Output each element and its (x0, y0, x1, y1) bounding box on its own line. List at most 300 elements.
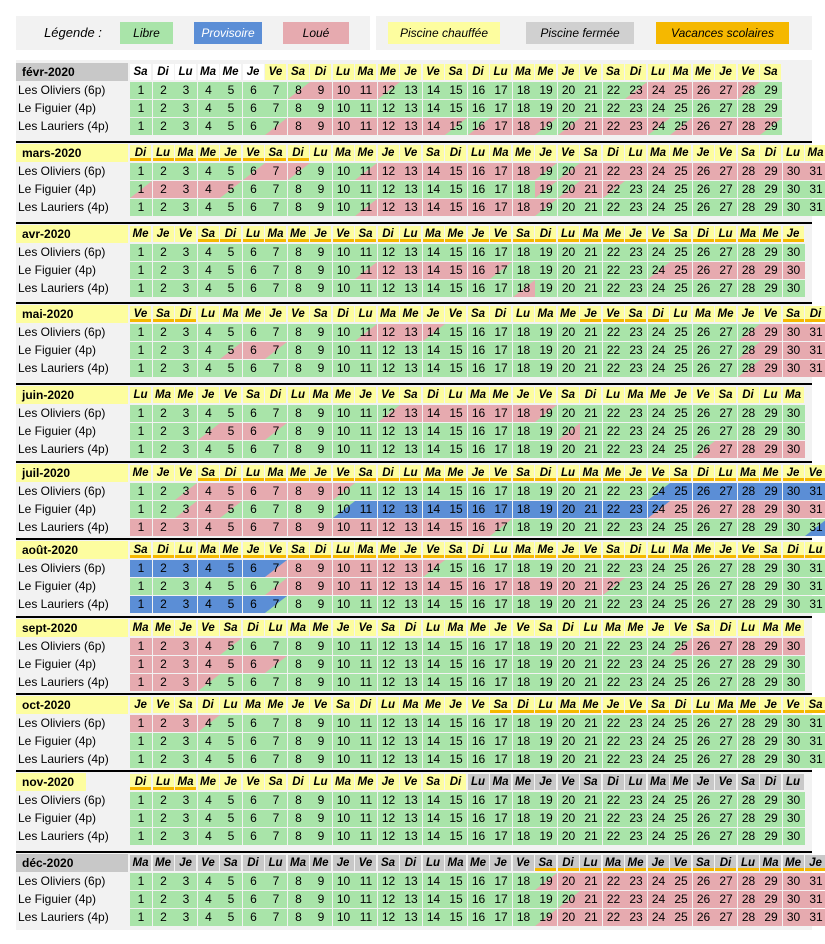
day-cell[interactable]: 3 (175, 560, 197, 577)
day-cell[interactable]: 14 (423, 324, 445, 341)
day-cell[interactable]: 9 (310, 501, 332, 518)
day-cell[interactable]: 30 (783, 891, 805, 908)
day-cell[interactable]: 7 (265, 405, 287, 422)
day-cell[interactable]: 27 (715, 324, 737, 341)
day-cell[interactable]: 26 (693, 792, 715, 809)
day-cell[interactable]: 22 (603, 674, 625, 691)
day-cell[interactable]: 25 (670, 560, 692, 577)
day-cell[interactable]: 25 (670, 181, 692, 198)
day-cell[interactable]: 5 (220, 441, 242, 458)
day-cell[interactable]: 14 (423, 280, 445, 297)
day-cell[interactable]: 8 (288, 891, 310, 908)
day-cell[interactable]: 11 (355, 100, 377, 117)
day-cell[interactable]: 8 (288, 118, 310, 135)
day-cell[interactable]: 11 (355, 873, 377, 890)
day-cell[interactable]: 16 (468, 262, 490, 279)
day-cell[interactable]: 30 (783, 163, 805, 180)
day-cell[interactable]: 8 (288, 199, 310, 216)
day-cell[interactable]: 17 (490, 441, 512, 458)
day-cell[interactable]: 19 (535, 909, 557, 926)
day-cell[interactable]: 17 (490, 82, 512, 99)
day-cell[interactable]: 3 (175, 262, 197, 279)
day-cell[interactable]: 3 (175, 501, 197, 518)
day-cell[interactable]: 11 (355, 324, 377, 341)
day-cell[interactable]: 3 (175, 596, 197, 613)
day-cell[interactable]: 29 (760, 324, 782, 341)
day-cell[interactable]: 22 (603, 578, 625, 595)
day-cell[interactable]: 12 (378, 342, 400, 359)
day-cell[interactable]: 19 (535, 733, 557, 750)
day-cell[interactable]: 1 (130, 82, 152, 99)
day-cell[interactable]: 7 (265, 280, 287, 297)
day-cell[interactable]: 22 (603, 733, 625, 750)
day-cell[interactable]: 28 (738, 715, 760, 732)
day-cell[interactable]: 12 (378, 441, 400, 458)
day-cell[interactable]: 26 (693, 596, 715, 613)
day-cell[interactable]: 20 (558, 891, 580, 908)
day-cell[interactable]: 19 (535, 244, 557, 261)
day-cell[interactable]: 4 (198, 501, 220, 518)
day-cell[interactable]: 11 (355, 792, 377, 809)
day-cell[interactable]: 24 (648, 656, 670, 673)
day-cell[interactable]: 12 (378, 733, 400, 750)
day-cell[interactable]: 24 (648, 828, 670, 845)
day-cell[interactable]: 4 (198, 560, 220, 577)
day-cell[interactable]: 18 (513, 181, 535, 198)
day-cell[interactable]: 21 (580, 280, 602, 297)
day-cell[interactable]: 13 (400, 244, 422, 261)
day-cell[interactable]: 14 (423, 909, 445, 926)
day-cell[interactable]: 19 (535, 181, 557, 198)
day-cell[interactable]: 10 (333, 100, 355, 117)
day-cell[interactable]: 14 (423, 578, 445, 595)
day-cell[interactable]: 2 (153, 262, 175, 279)
day-cell[interactable]: 22 (603, 199, 625, 216)
day-cell[interactable]: 9 (310, 828, 332, 845)
day-cell[interactable]: 6 (243, 909, 265, 926)
day-cell[interactable]: 27 (715, 733, 737, 750)
day-cell[interactable]: 20 (558, 262, 580, 279)
day-cell[interactable]: 15 (445, 792, 467, 809)
day-cell[interactable]: 9 (310, 656, 332, 673)
day-cell[interactable]: 20 (558, 82, 580, 99)
day-cell[interactable]: 5 (220, 560, 242, 577)
day-cell[interactable]: 3 (175, 873, 197, 890)
day-cell[interactable]: 11 (355, 596, 377, 613)
day-cell[interactable]: 14 (423, 519, 445, 536)
day-cell[interactable]: 6 (243, 483, 265, 500)
day-cell[interactable]: 31 (805, 163, 825, 180)
day-cell[interactable]: 21 (580, 909, 602, 926)
day-cell[interactable]: 8 (288, 578, 310, 595)
day-cell[interactable]: 14 (423, 751, 445, 768)
day-cell[interactable]: 14 (423, 118, 445, 135)
day-cell[interactable]: 13 (400, 638, 422, 655)
day-cell[interactable]: 30 (783, 674, 805, 691)
day-cell[interactable]: 9 (310, 578, 332, 595)
day-cell[interactable]: 26 (693, 244, 715, 261)
day-cell[interactable]: 3 (175, 360, 197, 377)
day-cell[interactable]: 23 (625, 792, 647, 809)
day-cell[interactable]: 23 (625, 909, 647, 926)
day-cell[interactable]: 26 (693, 674, 715, 691)
day-cell[interactable]: 19 (535, 324, 557, 341)
day-cell[interactable]: 17 (490, 342, 512, 359)
day-cell[interactable]: 23 (625, 638, 647, 655)
day-cell[interactable]: 16 (468, 501, 490, 518)
day-cell[interactable]: 2 (153, 810, 175, 827)
day-cell[interactable]: 12 (378, 715, 400, 732)
day-cell[interactable]: 7 (265, 715, 287, 732)
day-cell[interactable]: 18 (513, 792, 535, 809)
day-cell[interactable]: 13 (400, 715, 422, 732)
day-cell[interactable]: 1 (130, 501, 152, 518)
day-cell[interactable]: 12 (378, 324, 400, 341)
day-cell[interactable]: 7 (265, 342, 287, 359)
day-cell[interactable]: 16 (468, 873, 490, 890)
day-cell[interactable]: 19 (535, 674, 557, 691)
day-cell[interactable]: 29 (760, 810, 782, 827)
day-cell[interactable]: 26 (693, 751, 715, 768)
day-cell[interactable]: 24 (648, 280, 670, 297)
day-cell[interactable]: 8 (288, 792, 310, 809)
day-cell[interactable]: 4 (198, 596, 220, 613)
day-cell[interactable]: 12 (378, 244, 400, 261)
day-cell[interactable]: 19 (535, 891, 557, 908)
day-cell[interactable]: 17 (490, 100, 512, 117)
day-cell[interactable]: 13 (400, 873, 422, 890)
day-cell[interactable]: 9 (310, 810, 332, 827)
day-cell[interactable]: 23 (625, 656, 647, 673)
day-cell[interactable]: 4 (198, 163, 220, 180)
day-cell[interactable]: 26 (693, 405, 715, 422)
day-cell[interactable]: 30 (783, 441, 805, 458)
day-cell[interactable]: 14 (423, 100, 445, 117)
day-cell[interactable]: 19 (535, 423, 557, 440)
day-cell[interactable]: 13 (400, 560, 422, 577)
day-cell[interactable]: 9 (310, 909, 332, 926)
day-cell[interactable]: 17 (490, 405, 512, 422)
day-cell[interactable]: 26 (693, 82, 715, 99)
day-cell[interactable]: 2 (153, 100, 175, 117)
day-cell[interactable]: 29 (760, 82, 782, 99)
day-cell[interactable]: 15 (445, 751, 467, 768)
day-cell[interactable]: 21 (580, 751, 602, 768)
day-cell[interactable]: 19 (535, 360, 557, 377)
day-cell[interactable]: 21 (580, 733, 602, 750)
day-cell[interactable]: 28 (738, 638, 760, 655)
day-cell[interactable]: 5 (220, 262, 242, 279)
day-cell[interactable]: 25 (670, 244, 692, 261)
day-cell[interactable]: 27 (715, 244, 737, 261)
day-cell[interactable]: 22 (603, 891, 625, 908)
day-cell[interactable]: 3 (175, 324, 197, 341)
day-cell[interactable]: 28 (738, 118, 760, 135)
day-cell[interactable]: 15 (445, 199, 467, 216)
day-cell[interactable]: 28 (738, 360, 760, 377)
day-cell[interactable]: 22 (603, 638, 625, 655)
day-cell[interactable]: 8 (288, 100, 310, 117)
day-cell[interactable]: 5 (220, 810, 242, 827)
day-cell[interactable]: 4 (198, 715, 220, 732)
day-cell[interactable]: 2 (153, 638, 175, 655)
day-cell[interactable]: 23 (625, 891, 647, 908)
day-cell[interactable]: 25 (670, 441, 692, 458)
day-cell[interactable]: 23 (625, 441, 647, 458)
day-cell[interactable]: 5 (220, 656, 242, 673)
day-cell[interactable]: 22 (603, 519, 625, 536)
day-cell[interactable]: 16 (468, 405, 490, 422)
day-cell[interactable]: 7 (265, 163, 287, 180)
day-cell[interactable]: 20 (558, 244, 580, 261)
day-cell[interactable]: 27 (715, 810, 737, 827)
day-cell[interactable]: 24 (648, 891, 670, 908)
day-cell[interactable]: 21 (580, 483, 602, 500)
day-cell[interactable]: 20 (558, 342, 580, 359)
day-cell[interactable]: 9 (310, 100, 332, 117)
day-cell[interactable]: 20 (558, 405, 580, 422)
day-cell[interactable]: 9 (310, 199, 332, 216)
day-cell[interactable]: 8 (288, 423, 310, 440)
day-cell[interactable]: 16 (468, 715, 490, 732)
day-cell[interactable]: 10 (333, 656, 355, 673)
day-cell[interactable]: 30 (783, 733, 805, 750)
day-cell[interactable]: 26 (693, 733, 715, 750)
day-cell[interactable]: 13 (400, 199, 422, 216)
day-cell[interactable]: 11 (355, 244, 377, 261)
day-cell[interactable]: 18 (513, 638, 535, 655)
day-cell[interactable]: 23 (625, 733, 647, 750)
day-cell[interactable]: 16 (468, 578, 490, 595)
day-cell[interactable]: 25 (670, 100, 692, 117)
day-cell[interactable]: 10 (333, 519, 355, 536)
day-cell[interactable]: 9 (310, 596, 332, 613)
day-cell[interactable]: 6 (243, 324, 265, 341)
day-cell[interactable]: 14 (423, 638, 445, 655)
day-cell[interactable]: 25 (670, 656, 692, 673)
day-cell[interactable]: 11 (355, 674, 377, 691)
day-cell[interactable]: 26 (693, 360, 715, 377)
day-cell[interactable]: 30 (783, 199, 805, 216)
day-cell[interactable]: 19 (535, 82, 557, 99)
day-cell[interactable]: 8 (288, 715, 310, 732)
day-cell[interactable]: 26 (693, 262, 715, 279)
day-cell[interactable]: 5 (220, 324, 242, 341)
day-cell[interactable]: 7 (265, 578, 287, 595)
day-cell[interactable]: 19 (535, 792, 557, 809)
day-cell[interactable]: 9 (310, 163, 332, 180)
day-cell[interactable]: 24 (648, 324, 670, 341)
day-cell[interactable]: 6 (243, 519, 265, 536)
day-cell[interactable]: 8 (288, 638, 310, 655)
day-cell[interactable]: 18 (513, 501, 535, 518)
day-cell[interactable]: 23 (625, 596, 647, 613)
day-cell[interactable]: 4 (198, 199, 220, 216)
day-cell[interactable]: 22 (603, 596, 625, 613)
day-cell[interactable]: 23 (625, 163, 647, 180)
day-cell[interactable]: 12 (378, 280, 400, 297)
day-cell[interactable]: 27 (715, 483, 737, 500)
day-cell[interactable]: 28 (738, 733, 760, 750)
day-cell[interactable]: 30 (783, 828, 805, 845)
day-cell[interactable]: 17 (490, 163, 512, 180)
day-cell[interactable]: 28 (738, 280, 760, 297)
day-cell[interactable]: 17 (490, 596, 512, 613)
day-cell[interactable]: 21 (580, 715, 602, 732)
day-cell[interactable]: 23 (625, 360, 647, 377)
day-cell[interactable]: 14 (423, 483, 445, 500)
day-cell[interactable]: 29 (760, 656, 782, 673)
day-cell[interactable]: 5 (220, 891, 242, 908)
day-cell[interactable]: 2 (153, 360, 175, 377)
day-cell[interactable]: 14 (423, 596, 445, 613)
day-cell[interactable]: 30 (783, 578, 805, 595)
day-cell[interactable]: 22 (603, 560, 625, 577)
day-cell[interactable]: 26 (693, 280, 715, 297)
day-cell[interactable]: 25 (670, 262, 692, 279)
day-cell[interactable]: 30 (783, 501, 805, 518)
day-cell[interactable]: 24 (648, 733, 670, 750)
day-cell[interactable]: 27 (715, 199, 737, 216)
day-cell[interactable]: 29 (760, 909, 782, 926)
day-cell[interactable]: 4 (198, 733, 220, 750)
day-cell[interactable]: 3 (175, 733, 197, 750)
day-cell[interactable]: 29 (760, 118, 782, 135)
day-cell[interactable]: 20 (558, 483, 580, 500)
day-cell[interactable]: 10 (333, 441, 355, 458)
day-cell[interactable]: 13 (400, 262, 422, 279)
day-cell[interactable]: 9 (310, 483, 332, 500)
day-cell[interactable]: 12 (378, 118, 400, 135)
day-cell[interactable]: 20 (558, 751, 580, 768)
day-cell[interactable]: 27 (715, 405, 737, 422)
day-cell[interactable]: 20 (558, 638, 580, 655)
day-cell[interactable]: 11 (355, 909, 377, 926)
day-cell[interactable]: 30 (783, 280, 805, 297)
day-cell[interactable]: 13 (400, 82, 422, 99)
day-cell[interactable]: 6 (243, 342, 265, 359)
day-cell[interactable]: 14 (423, 674, 445, 691)
day-cell[interactable]: 23 (625, 501, 647, 518)
day-cell[interactable]: 16 (468, 199, 490, 216)
day-cell[interactable]: 8 (288, 656, 310, 673)
day-cell[interactable]: 13 (400, 674, 422, 691)
day-cell[interactable]: 15 (445, 501, 467, 518)
day-cell[interactable]: 23 (625, 181, 647, 198)
day-cell[interactable]: 20 (558, 118, 580, 135)
day-cell[interactable]: 1 (130, 199, 152, 216)
day-cell[interactable]: 16 (468, 324, 490, 341)
day-cell[interactable]: 30 (783, 483, 805, 500)
day-cell[interactable]: 17 (490, 638, 512, 655)
day-cell[interactable]: 15 (445, 596, 467, 613)
day-cell[interactable]: 16 (468, 244, 490, 261)
day-cell[interactable]: 8 (288, 519, 310, 536)
day-cell[interactable]: 30 (783, 909, 805, 926)
day-cell[interactable]: 7 (265, 441, 287, 458)
day-cell[interactable]: 12 (378, 181, 400, 198)
day-cell[interactable]: 5 (220, 873, 242, 890)
day-cell[interactable]: 20 (558, 360, 580, 377)
day-cell[interactable]: 6 (243, 360, 265, 377)
day-cell[interactable]: 24 (648, 751, 670, 768)
day-cell[interactable]: 27 (715, 578, 737, 595)
day-cell[interactable]: 28 (738, 792, 760, 809)
day-cell[interactable]: 29 (760, 163, 782, 180)
day-cell[interactable]: 11 (355, 638, 377, 655)
day-cell[interactable]: 26 (693, 638, 715, 655)
day-cell[interactable]: 2 (153, 828, 175, 845)
day-cell[interactable]: 24 (648, 483, 670, 500)
day-cell[interactable]: 16 (468, 638, 490, 655)
day-cell[interactable]: 11 (355, 280, 377, 297)
day-cell[interactable]: 24 (648, 244, 670, 261)
day-cell[interactable]: 15 (445, 656, 467, 673)
day-cell[interactable]: 28 (738, 324, 760, 341)
day-cell[interactable]: 4 (198, 100, 220, 117)
day-cell[interactable]: 11 (355, 163, 377, 180)
day-cell[interactable]: 16 (468, 82, 490, 99)
day-cell[interactable]: 14 (423, 792, 445, 809)
day-cell[interactable]: 6 (243, 163, 265, 180)
day-cell[interactable]: 31 (805, 873, 825, 890)
day-cell[interactable]: 9 (310, 733, 332, 750)
day-cell[interactable]: 4 (198, 656, 220, 673)
day-cell[interactable]: 28 (738, 873, 760, 890)
day-cell[interactable]: 2 (153, 909, 175, 926)
day-cell[interactable]: 14 (423, 810, 445, 827)
day-cell[interactable]: 26 (693, 501, 715, 518)
day-cell[interactable]: 15 (445, 909, 467, 926)
day-cell[interactable]: 11 (355, 751, 377, 768)
day-cell[interactable]: 12 (378, 199, 400, 216)
day-cell[interactable]: 24 (648, 262, 670, 279)
day-cell[interactable]: 28 (738, 82, 760, 99)
day-cell[interactable]: 14 (423, 181, 445, 198)
day-cell[interactable]: 21 (580, 596, 602, 613)
day-cell[interactable]: 18 (513, 163, 535, 180)
day-cell[interactable]: 3 (175, 441, 197, 458)
day-cell[interactable]: 8 (288, 483, 310, 500)
day-cell[interactable]: 12 (378, 262, 400, 279)
day-cell[interactable]: 10 (333, 360, 355, 377)
day-cell[interactable]: 8 (288, 733, 310, 750)
day-cell[interactable]: 26 (693, 891, 715, 908)
day-cell[interactable]: 16 (468, 441, 490, 458)
day-cell[interactable]: 21 (580, 118, 602, 135)
day-cell[interactable]: 13 (400, 181, 422, 198)
day-cell[interactable]: 9 (310, 873, 332, 890)
day-cell[interactable]: 31 (805, 181, 825, 198)
day-cell[interactable]: 1 (130, 792, 152, 809)
day-cell[interactable]: 13 (400, 891, 422, 908)
day-cell[interactable]: 20 (558, 560, 580, 577)
day-cell[interactable]: 25 (670, 423, 692, 440)
day-cell[interactable]: 28 (738, 909, 760, 926)
day-cell[interactable]: 9 (310, 715, 332, 732)
day-cell[interactable]: 3 (175, 909, 197, 926)
day-cell[interactable]: 21 (580, 181, 602, 198)
day-cell[interactable]: 8 (288, 674, 310, 691)
day-cell[interactable]: 9 (310, 751, 332, 768)
day-cell[interactable]: 14 (423, 828, 445, 845)
day-cell[interactable]: 27 (715, 501, 737, 518)
day-cell[interactable]: 3 (175, 405, 197, 422)
day-cell[interactable]: 29 (760, 733, 782, 750)
day-cell[interactable]: 24 (648, 792, 670, 809)
day-cell[interactable]: 20 (558, 656, 580, 673)
day-cell[interactable]: 6 (243, 596, 265, 613)
